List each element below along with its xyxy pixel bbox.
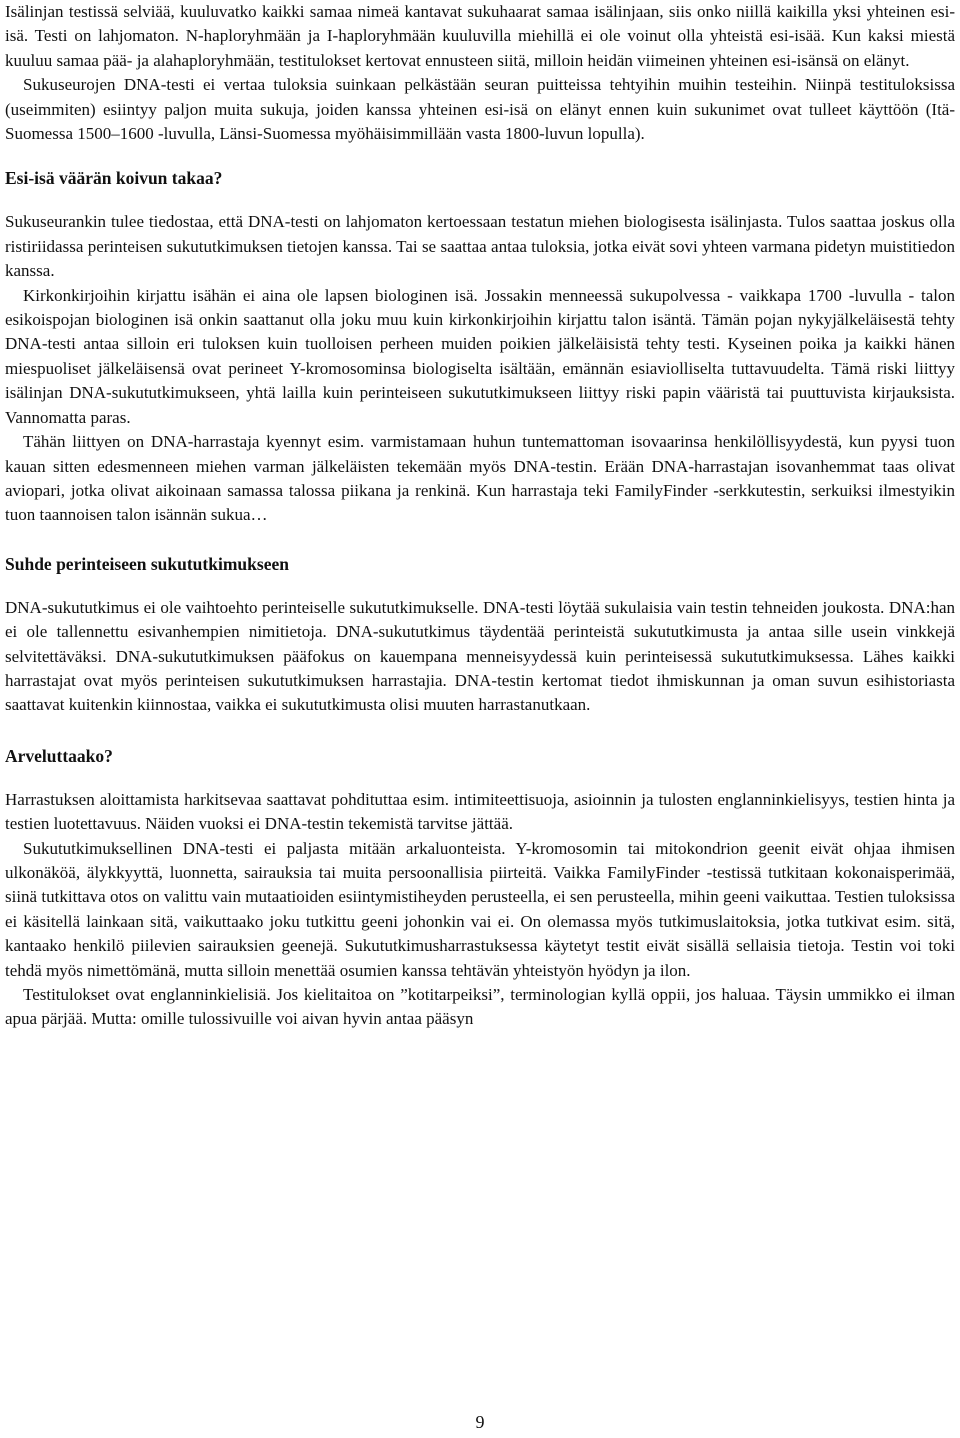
- intro-paragraph-1: Isälinjan testissä selviää, kuuluvatko kaikki samaa nimeä kantavat sukuhaarat samaa isälinjaan, siis onko niillä kaikilla yksi yhteinen esi-isä. Testi on lahjomaton. N-haploryhmään ja I-haploryhmään kuuluvilla miehillä ei ole voinut olla yhteistä esi-isää. Kun kaksi miestä kuuluu samaa pää- ja alahaploryhmään, testitulokset kertovat ennusteen siitä, milloin heidän viimeinen yhteinen esi-isänsä on elänyt.: [5, 2, 955, 70]
- section-3-paragraph-3: Testitulokset ovat englanninkielisiä. Jos kielitaitoa on ”kotitarpeiksi”, terminologian kyllä oppii, jos haluaa. Täysin ummikko ei ilman apua pärjää. Mutta: omille tulossivuille voi aivan hyvin antaa pääsyn: [5, 985, 955, 1029]
- section-2-paragraph-1: DNA-sukututkimus ei ole vaihtoehto perinteiselle sukututkimukselle. DNA-testi löytää sukulaisia vain testin tehneiden joukosta. DNA:han ei ole tallennettu esivanhempien nimitietoja. DNA-sukututkimus täydentää perinteistä sukututkimusta ja antaa sille usein vinkkejä selvitettäväksi. DNA-sukututkimuksen pääfokus on kauempana menneisyydessä kuin perinteisessä sukututkimuksessa. Lähes kaikki harrastajat ovat myös perinteisen sukututkimuksen harrastajia. DNA-testin kertomat tiedot ihmiskunnan ja oman suvun esihistoriasta saattavat kuitenkin kiinnostaa, vaikka ei sukututkimusta olisi muuten harrastanutkaan.: [5, 597, 955, 715]
- section-heading-esi-isa: Esi-isä väärän koivun takaa?: [5, 168, 223, 189]
- section-heading-arveluttaako: Arveluttaako?: [5, 745, 113, 766]
- section-3-paragraph-1: Harrastuksen aloittamista harkitsevaa saattavat pohdituttaa esim. intimiteettisuoja, asioinnin ja tulosten englanninkielisyys, testien hinta ja testien luotettavuus. Näiden vuoksi ei DNA-testin tekemistä tarvitse jättää.: [5, 789, 955, 834]
- document-page: [5, 0, 955, 1032]
- intro-paragraph-2: Sukuseurojen DNA-testi ei vertaa tuloksia suinkaan pelkästään seuran puitteissa tehtyihin muihin testeihin. Niinpä testituloksissa (useimmiten) esiintyy paljon muita sukuja, joiden kanssa yhteinen esi-isä on elänyt ennen kuin sukunimet ovat tulleet käyttöön (Itä-Suomessa 1500–1600 -luvulla, Länsi-Suomessa myöhäisimmillään vasta 1800-luvun lopulla).: [5, 75, 955, 144]
- section-1-paragraph-2: Kirkonkirjoihin kirjattu isähän ei aina ole lapsen biologinen isä. Jossakin menneessä sukupolvessa - vaikkapa 1700 -luvulla - talon esikoispojan biologinen isä onkin saattanut olla joku muu kuin kirkonkirjoihin kirjattu talon isäntä. Tämän pojan nykyjälkeläisestä tehty DNA-testi antaa silloin eri tuloksen kuin tuolloisen perheen muiden poikien jälkeläisistä tehty testi. Kyseinen poika ja kaikki hänen miespuoliset jälkeläisensä ovat perineet Y-kromosominsa biologiselta isältään, emännän esiaviolliselta tuttavuudelta. Tämä riski liittyy isälinjan DNA-sukututkimukseen, yhtä lailla kuin perinteiseen sukututkimukseen liittyy riski papin vääristä tai puuttuvista kirjauksista. Vannomatta paras.: [5, 285, 955, 427]
- section-1-paragraph-1: Sukuseurankin tulee tiedostaa, että DNA-testi on lahjomaton kertoessaan testatun miehen biologisesta isälinjasta. Tulos saattaa joskus olla ristiriidassa perinteisen sukututkimuksen tietojen kanssa. Tai se saattaa antaa tuloksia, jotka eivät sovi yhteen varmana pidetyn muistitiedon kanssa.: [5, 212, 955, 281]
- section-heading-suhde: Suhde perinteiseen sukututkimukseen: [5, 553, 289, 574]
- page-number: 9: [475, 1412, 485, 1432]
- section-3-paragraph-2: Sukututkimuksellinen DNA-testi ei paljasta mitään arkaluonteista. Y-kromosomin tai mitokondrion geenit eivät ohjaa ihmisen ulkonäköä, älykkyyttä, luonnetta, sairauksia tai muita persoonallisia piirteitä. Vaikka FamilyFinder -testissä tutkitaan kokonaisperimää, siinä tutkittava otos on valittu vain mutaatioiden esiintymistiheyden perusteella, ei sen perusteella, mihin geeni vaikuttaa. Testien tuloksissa ei käsitellä lainkaan sitä, vaikuttaako joku tutkittu geeni johonkin vai ei. On olemassa myös tutkimuslaitoksia, jotka tutkivat esim. sitä, kantaako henkilö piilevien sairauksien geenejä. Sukututkimusharrastuksessa käytetyt testit eivät sisällä sellaisia tietoja. Testin voi toki tehdä myös nimettömänä, mutta silloin menettää osumien kanssa tehtävän yhteistyön hyödyn ja ilon.: [5, 838, 955, 980]
- section-1-paragraph-3: Tähän liittyen on DNA-harrastaja kyennyt esim. varmistamaan huhun tuntemattoman isovaarinsa henkilöllisyydestä, kun pyysi tuon kauan sitten edesmenneen miehen varman jälkeläisten tekemään myös DNA-testin. Erään DNA-harrastajan isovanhemmat taas olivat aviopari, jotka olivat aikoinaan samassa talossa piikana ja renkinä. Kun harrastaja teki FamilyFinder -serkkutestin, serkuiksi ilmestyikin tuon taannoisen talon isännän sukua…: [5, 432, 955, 525]
